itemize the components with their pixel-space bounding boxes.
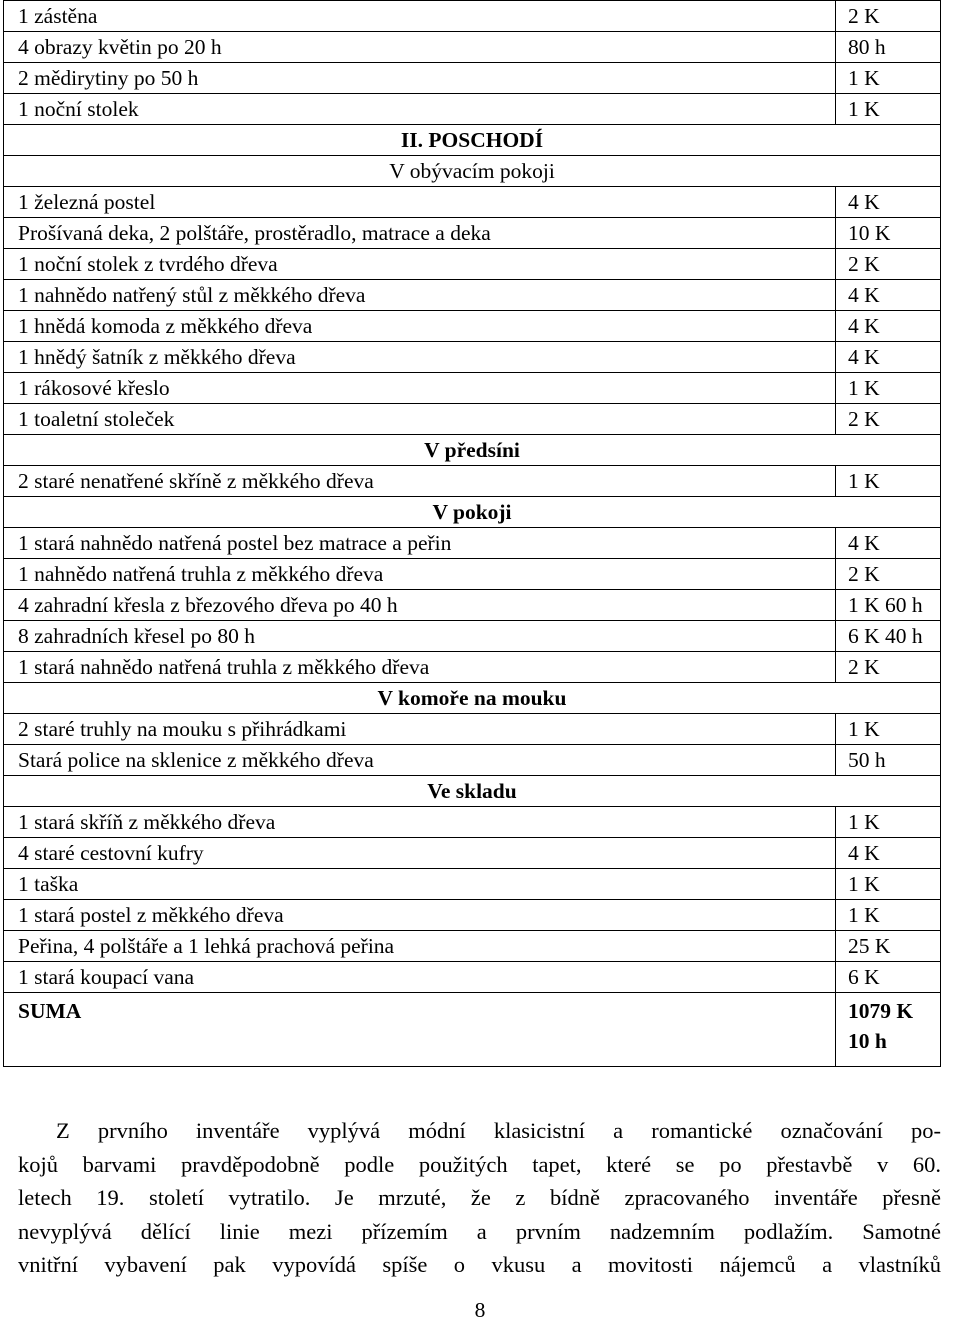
value-cell: 1 K <box>836 466 941 497</box>
value-cell: 2 K <box>836 404 941 435</box>
item-cell: 2 staré truhly na mouku s přihrádkami <box>4 714 836 745</box>
value-cell: 1 K <box>836 807 941 838</box>
section-heading: V komoře na mouku <box>4 683 941 714</box>
section-heading: V obývacím pokoji <box>4 156 941 187</box>
table-row <box>4 745 941 776</box>
value-cell: 1 K <box>836 900 941 931</box>
table-row <box>4 404 941 435</box>
item-cell: 1 rákosové křeslo <box>4 373 836 404</box>
value-cell: 10 K <box>836 218 941 249</box>
item-cell: Prošívaná deka, 2 polštáře, prostěradlo, matrace a deka <box>4 218 836 249</box>
table-row <box>4 280 941 311</box>
sum-row <box>4 993 941 1067</box>
table-row <box>4 528 941 559</box>
section-heading-row <box>4 776 941 807</box>
section-heading-row <box>4 683 941 714</box>
section-heading-row <box>4 497 941 528</box>
item-cell: 1 taška <box>4 869 836 900</box>
item-cell: 1 stará postel z měkkého dřeva <box>4 900 836 931</box>
item-cell: 1 nahnědo natřená truhla z měkkého dřeva <box>4 559 836 590</box>
item-cell: 4 obrazy květin po 20 h <box>4 32 836 63</box>
table-row <box>4 869 941 900</box>
paragraph-line: nevyplývá dělící linie mezi přízemím a prvním nadzemním podlažím. Samotné <box>18 1218 941 1244</box>
value-cell: 1 K <box>836 373 941 404</box>
item-cell: 2 staré nenatřené skříně z měkkého dřeva <box>4 466 836 497</box>
table-row <box>4 342 941 373</box>
paragraph-line: Z prvního inventáře vyplývá módní klasicistní a romantické označování po- <box>56 1118 941 1143</box>
item-cell: Stará police na sklenice z měkkého dřeva <box>4 745 836 776</box>
item-cell: 1 noční stolek z tvrdého dřeva <box>4 249 836 280</box>
section-heading: II. POSCHODÍ <box>4 125 941 156</box>
value-cell: 4 K <box>836 311 941 342</box>
item-cell: 4 staré cestovní kufry <box>4 838 836 869</box>
value-cell: 4 K <box>836 187 941 218</box>
item-cell: 1 hnědý šatník z měkkého dřeva <box>4 342 836 373</box>
table-row <box>4 311 941 342</box>
table-row <box>4 218 941 249</box>
table-row <box>4 1 941 32</box>
value-cell: 80 h <box>836 32 941 63</box>
section-heading: V předsíni <box>4 435 941 466</box>
value-cell: 6 K 40 h <box>836 621 941 652</box>
value-cell: 25 K <box>836 931 941 962</box>
section-heading-row <box>4 435 941 466</box>
item-cell: 8 zahradních křesel po 80 h <box>4 621 836 652</box>
value-cell: 2 K <box>836 559 941 590</box>
value-cell: 50 h <box>836 745 941 776</box>
section-heading-row <box>4 125 941 156</box>
paragraph-line: letech 19. století vytratilo. Je mrzuté, že z bídně zpracovaného inventáře přesně <box>18 1185 941 1210</box>
sum-value-line: 1079 K <box>848 999 914 1023</box>
item-cell: 1 hnědá komoda z měkkého dřeva <box>4 311 836 342</box>
item-cell: 1 stará nahnědo natřená truhla z měkkého dřeva <box>4 652 836 683</box>
table-row <box>4 807 941 838</box>
value-cell: 2 K <box>836 249 941 280</box>
table-row <box>4 32 941 63</box>
table-row <box>4 559 941 590</box>
table-row <box>4 187 941 218</box>
value-cell: 2 K <box>836 652 941 683</box>
value-cell: 1 K <box>836 63 941 94</box>
item-cell: 1 noční stolek <box>4 94 836 125</box>
value-cell: 1 K <box>836 714 941 745</box>
table-row <box>4 94 941 125</box>
table-row <box>4 373 941 404</box>
table-row <box>4 714 941 745</box>
value-cell: 2 K <box>836 1 941 32</box>
sum-value <box>836 993 941 1067</box>
value-cell: 1 K <box>836 94 941 125</box>
item-cell: 1 zástěna <box>4 1 836 32</box>
item-cell: 1 stará koupací vana <box>4 962 836 993</box>
table-row <box>4 900 941 931</box>
paragraph-line: vnitřní vybavení pak vypovídá spíše o vkusu a movitosti nájemců a vlastníků <box>18 1252 941 1277</box>
value-cell: 1 K 60 h <box>836 590 941 621</box>
value-cell: 4 K <box>836 528 941 559</box>
table-row <box>4 466 941 497</box>
value-cell: 6 K <box>836 962 941 993</box>
table-row <box>4 962 941 993</box>
section-heading: V pokoji <box>4 497 941 528</box>
item-cell: 1 toaletní stoleček <box>4 404 836 435</box>
table-row <box>4 931 941 962</box>
body-paragraph <box>18 1114 941 1282</box>
value-cell: 4 K <box>836 280 941 311</box>
item-cell: 4 zahradní křesla z březového dřeva po 40 h <box>4 590 836 621</box>
inventory-table-body <box>4 1 941 1067</box>
item-cell: 2 mědirytiny po 50 h <box>4 63 836 94</box>
table-row <box>4 621 941 652</box>
sum-value-line: 10 h <box>848 1029 887 1053</box>
paragraph-line: kojů barvami pravděpodobně podle použitých tapet, které se po přestavbě v 60. <box>18 1151 941 1177</box>
item-cell: 1 stará nahnědo natřená postel bez matrace a peřin <box>4 528 836 559</box>
item-cell: 1 železná postel <box>4 187 836 218</box>
section-heading-row <box>4 156 941 187</box>
value-cell: 1 K <box>836 869 941 900</box>
inventory-table <box>3 0 941 1067</box>
table-row <box>4 590 941 621</box>
section-heading: Ve skladu <box>4 776 941 807</box>
table-row <box>4 63 941 94</box>
table-row <box>4 652 941 683</box>
table-row <box>4 838 941 869</box>
page-number: 8 <box>474 1298 486 1322</box>
table-row <box>4 249 941 280</box>
item-cell: Peřina, 4 polštáře a 1 lehká prachová peřina <box>4 931 836 962</box>
item-cell: 1 stará skříň z měkkého dřeva <box>4 807 836 838</box>
item-cell: 1 nahnědo natřený stůl z měkkého dřeva <box>4 280 836 311</box>
sum-label: SUMA <box>4 993 836 1067</box>
value-cell: 4 K <box>836 342 941 373</box>
value-cell: 4 K <box>836 838 941 869</box>
